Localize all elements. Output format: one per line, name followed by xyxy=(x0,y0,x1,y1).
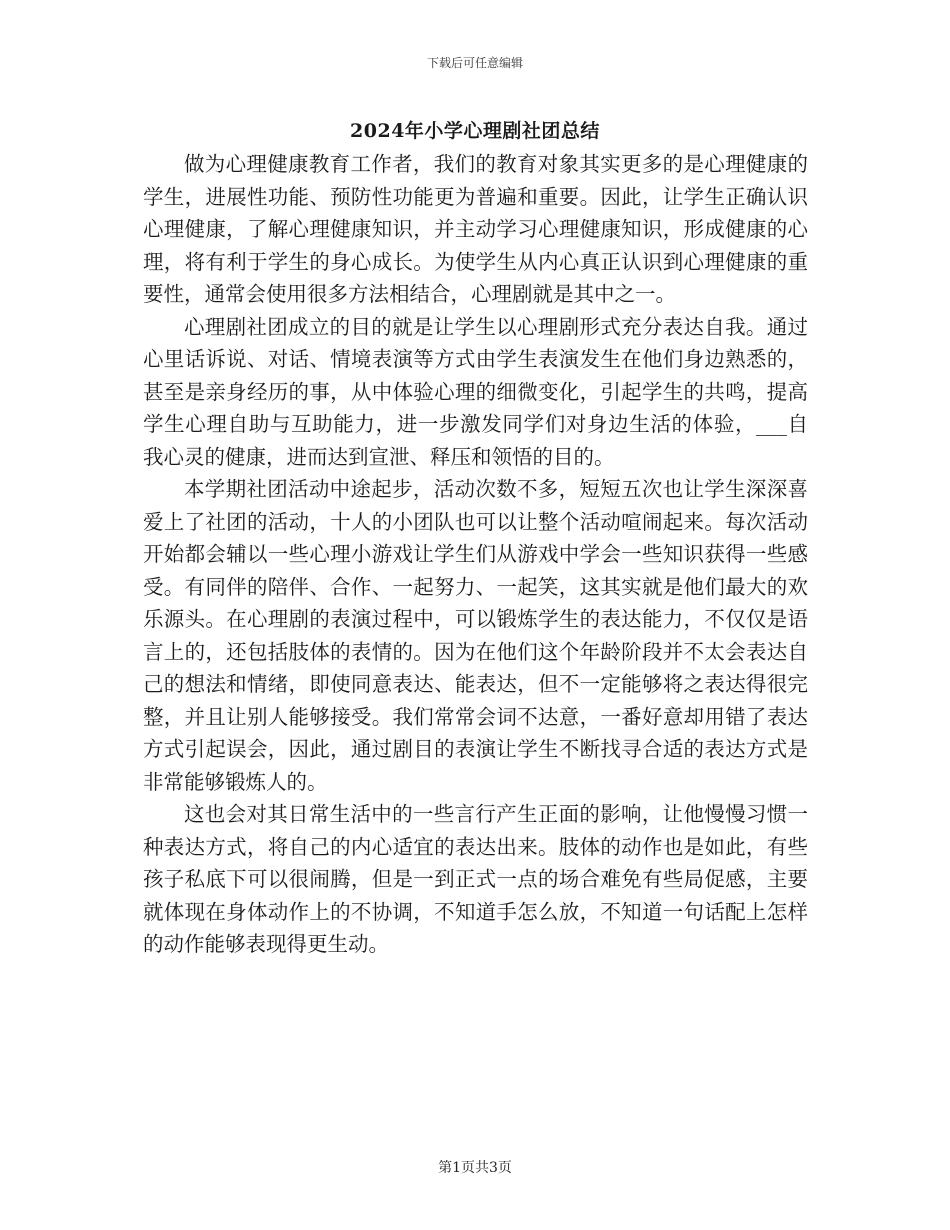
document-body xyxy=(143,148,808,961)
paragraph-2: 心理剧社团成立的目的就是让学生以心理剧形式充分表达自我。通过心里话诉说、对话、情境表演等方式由学生表演发生在他们身边熟悉的，甚至是亲身经历的事，从中体验心理的细微变化，引起学生的共鸣，提高学生心理自助与互助能力，进一步激发同学们对身边生活的体验，___自我心灵的健康，进而达到宣泄、释压和领悟的目的。 xyxy=(143,314,808,469)
document-title: 2024年小学心理剧社团总结 xyxy=(350,120,600,142)
paragraph-3: 本学期社团活动中途起步，活动次数不多，短短五次也让学生深深喜爱上了社团的活动，十人的小团队也可以让整个活动喧闹起来。每次活动开始都会辅以一些心理小游戏让学生们从游戏中学会一些知识获得一些感受。有同伴的陪伴、合作、一起努力、一起笑，这其实就是他们最大的欢乐源头。在心理剧的表演过程中，可以锻炼学生的表达能力，不仅仅是语言上的，还包括肢体的表情的。因为在他们这个年龄阶段并不太会表达自己的想法和情绪，即使同意表达、能表达，但不一定能够将之表达得很完整，并且让别人能够接受。我们常常会词不达意，一番好意却用错了表达方式引起误会，因此，通过剧目的表演让学生不断找寻合适的表达方式是非常能够锻炼人的。 xyxy=(143,477,808,794)
paragraph-1: 做为心理健康教育工作者，我们的教育对象其实更多的是心理健康的学生，进展性功能、预防性功能更为普遍和重要。因此，让学生正确认识心理健康，了解心理健康知识，并主动学习心理健康知识，形成健康的心理，将有利于学生的身心成长。为使学生从内心真正认识到心理健康的重要性，通常会使用很多方法相结合，心理剧就是其中之一。 xyxy=(143,152,808,306)
page-number: 第1页共3页 xyxy=(438,1160,512,1176)
page-header-note: 下载后可任意编辑 xyxy=(426,56,523,70)
paragraph-4: 这也会对其日常生活中的一些言行产生正面的影响，让他慢慢习惯一种表达方式，将自己的内心适宜的表达出来。肢体的动作也是如此，有些孩子私底下可以很闹腾，但是一到正式一点的场合难免有些局促感，主要就体现在身体动作上的不协调，不知道手怎么放，不知道一句话配上怎样的动作能够表现得更生动。 xyxy=(143,802,808,956)
